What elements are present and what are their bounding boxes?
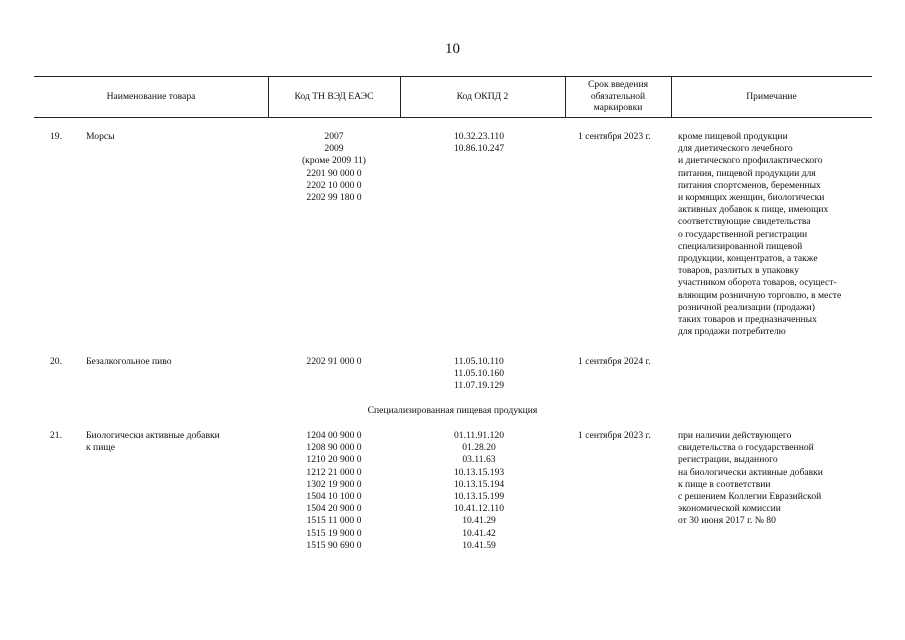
product-name: Морсы bbox=[86, 131, 115, 142]
tnved-codes: 2202 91 000 0 bbox=[306, 356, 362, 367]
note-text: кроме пищевой продукции для диетического лечебного и диетического профилактического питания, пищевой продукции для питания спортсменов, беременных и кормящих женщин, биологически активных добавок к пище, имеющих соответствующие свидетельства о государственной регистрации специализированной пищевой продукции, концентратов, а также товаров, разлитых в упаковку участником оборота товаров, осущест- вляющим розничную торговлю, в месте розничной реализации (продажи) таких товаров и предназначенных для продажи потребителю bbox=[678, 131, 842, 338]
product-name: Безалкогольное пиво bbox=[86, 356, 172, 367]
table-header-bottom-rule bbox=[34, 117, 872, 118]
tnved-codes: 1204 00 900 0 1208 90 000 0 1210 20 900 0 1212 21 000 0 1302 19 900 0 1504 10 100 0 1504 20 900 0 1515 11 000 0 1515 19 900 0 1515 90 690 0 bbox=[306, 430, 362, 551]
header-note: Примечание bbox=[746, 90, 797, 102]
okpd-codes: 10.32.23.110 10.86.10.247 bbox=[453, 131, 505, 155]
page-number: 10 bbox=[445, 41, 460, 57]
row-number: 20. bbox=[50, 356, 62, 367]
header-product-name: Наименование товара bbox=[106, 90, 196, 102]
row-number: 21. bbox=[50, 430, 62, 441]
section-heading: Специализированная пищевая продукция bbox=[367, 405, 538, 416]
marking-date: 1 сентября 2023 г. bbox=[578, 430, 651, 441]
header-tnved-code: Код ТН ВЭД ЕАЭС bbox=[294, 90, 374, 102]
okpd-codes: 11.05.10.110 11.05.10.160 11.07.19.129 bbox=[453, 356, 504, 392]
row-number: 19. bbox=[50, 131, 62, 142]
marking-date: 1 сентября 2024 г. bbox=[578, 356, 651, 367]
header-marking-date: Срок введения обязательной маркировки bbox=[587, 79, 648, 114]
okpd-codes: 01.11.91.120 01.28.20 03.11.63 10.13.15.193 10.13.15.194 10.13.15.199 10.41.12.110 10.41.29 10.41.42 10.41.59 bbox=[453, 430, 505, 551]
product-name: Биологически активные добавки к пище bbox=[86, 430, 220, 454]
marking-date: 1 сентября 2023 г. bbox=[578, 131, 651, 142]
header-okpd-code: Код ОКПД 2 bbox=[456, 90, 509, 102]
note-text: при наличии действующего свидетельства о государственной регистрации, выданного на биологически активные добавки к пище в соответствии с решением Коллегии Евразийской экономической комиссии от 30 июня 2017 г. № 80 bbox=[678, 430, 823, 527]
tnved-codes: 2007 2009 (кроме 2009 11) 2201 90 000 0 2202 10 000 0 2202 99 180 0 bbox=[301, 131, 366, 204]
